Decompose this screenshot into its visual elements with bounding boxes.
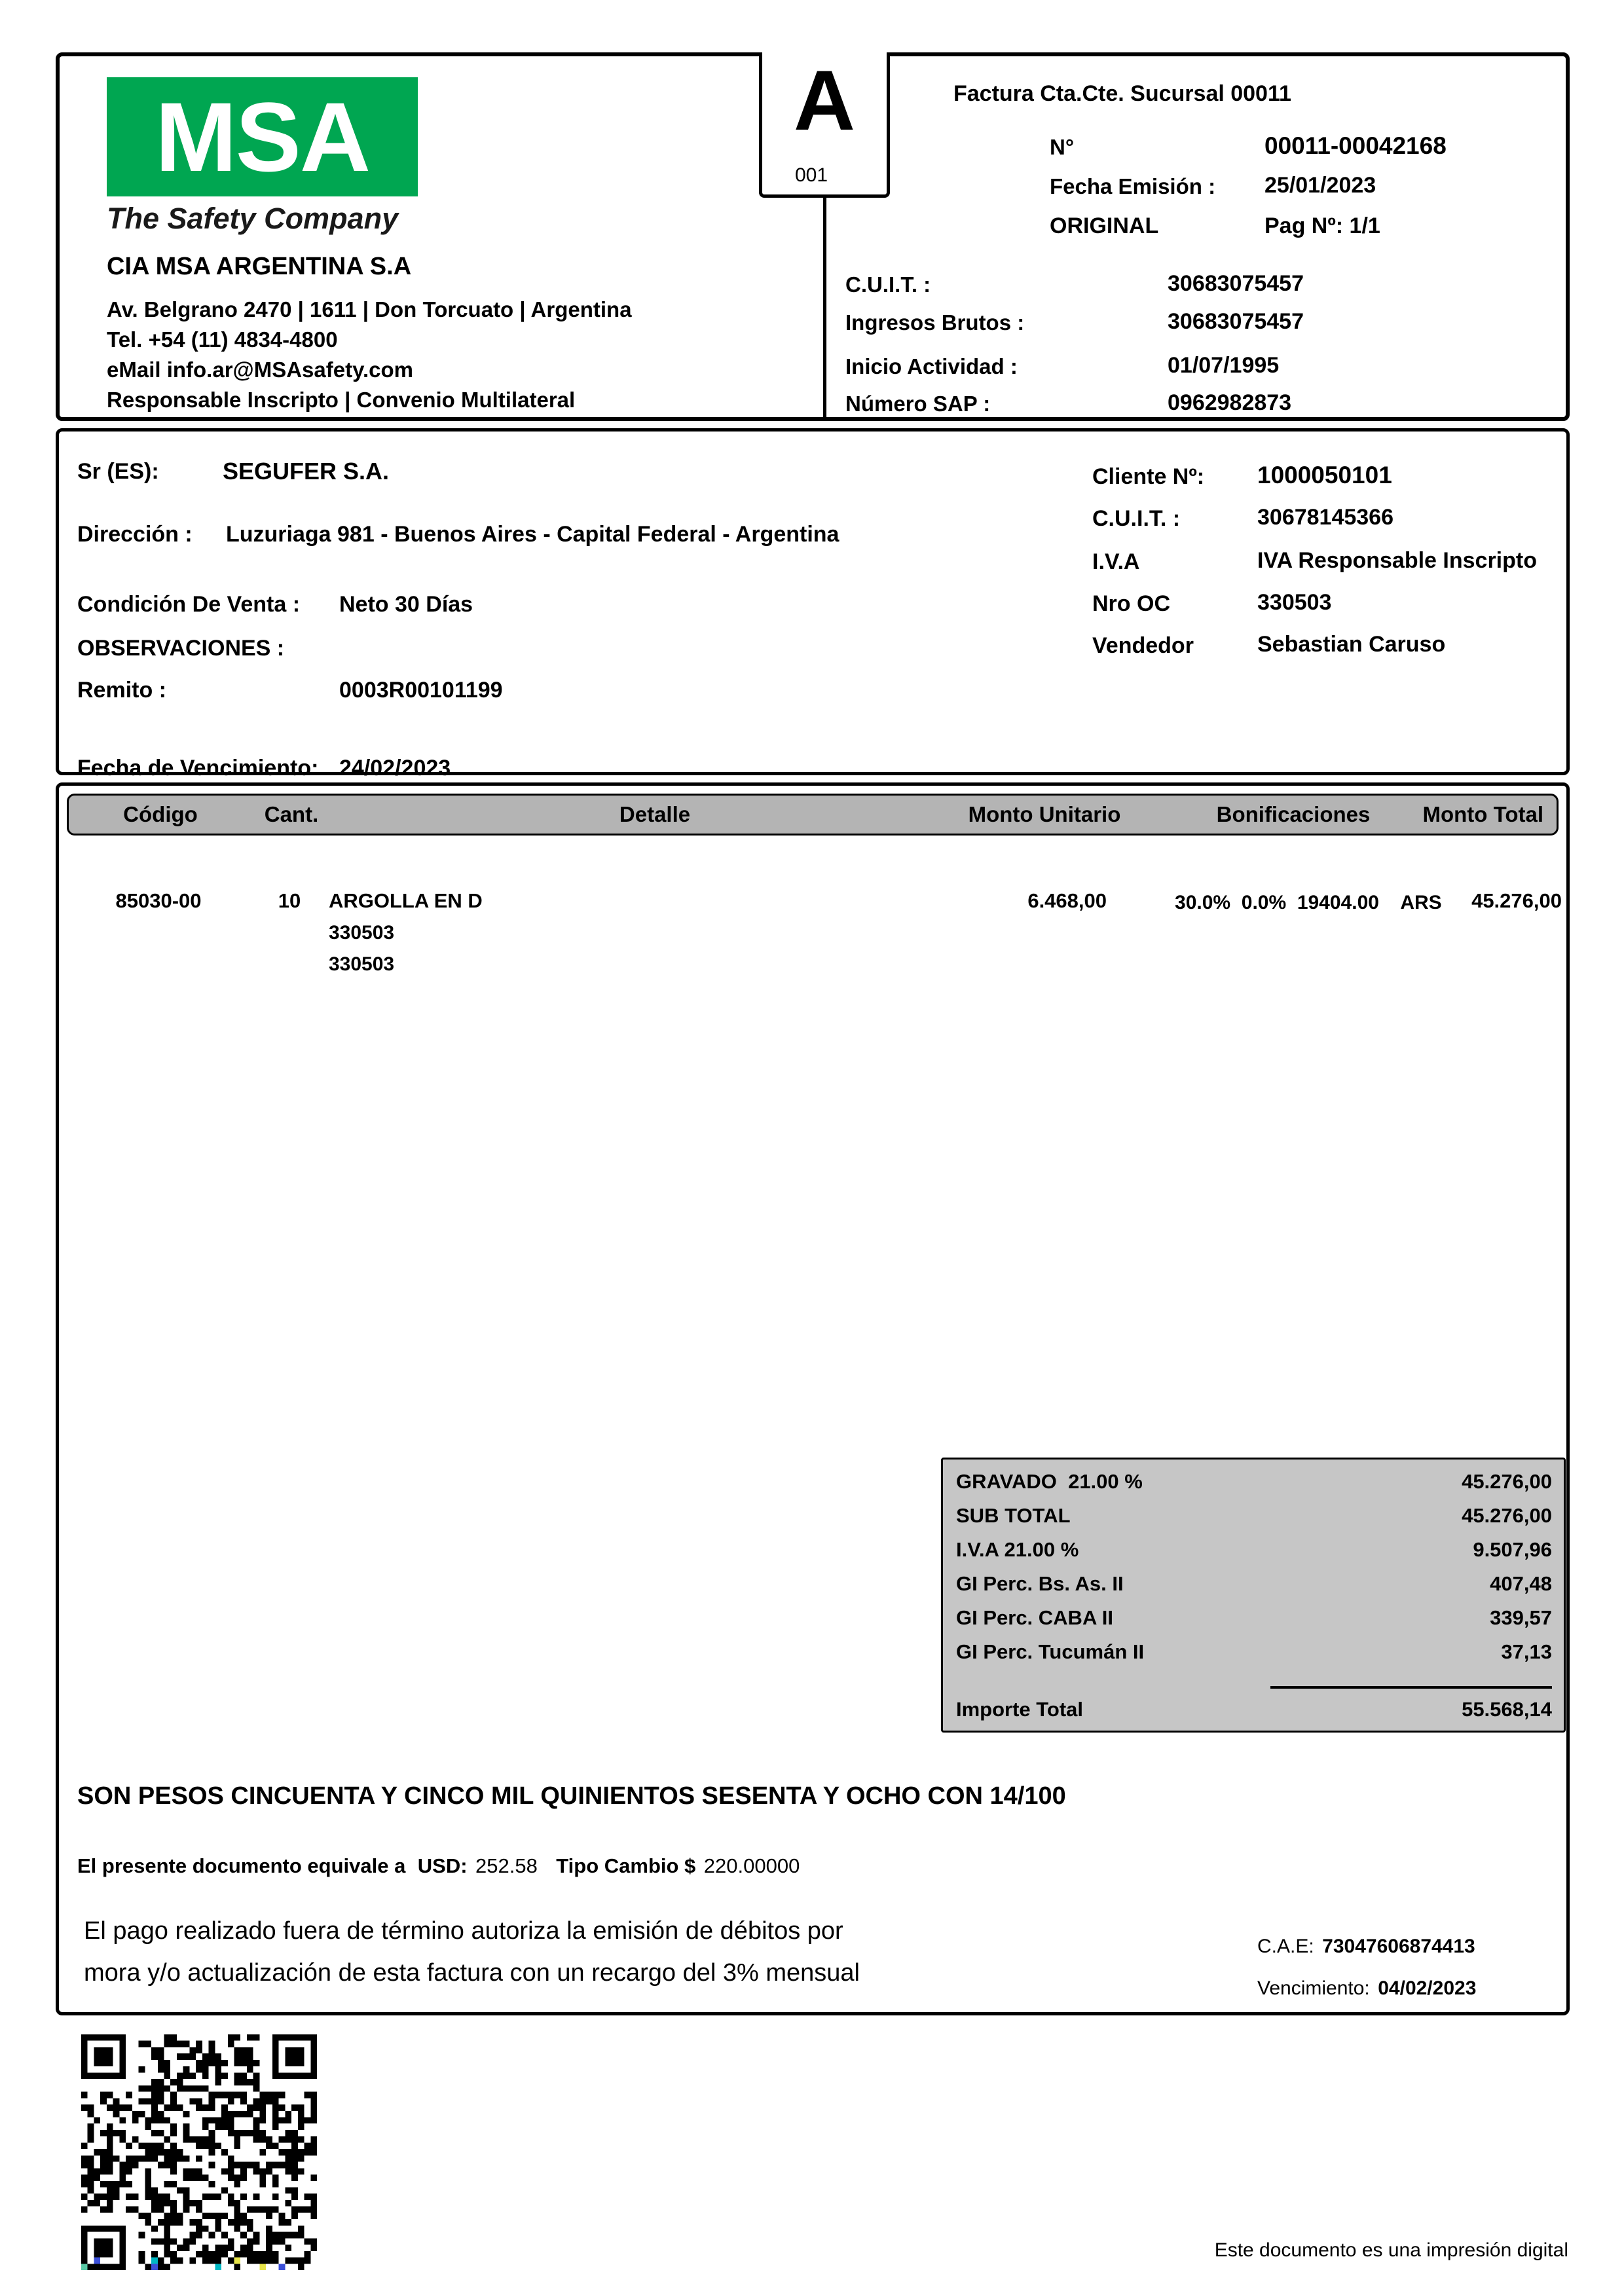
client-number-label: Cliente Nº: [1092, 464, 1205, 489]
usd-equivalence-line [77, 1854, 800, 1878]
cuit-value: 30683075457 [1168, 271, 1304, 296]
total-row-label: GI Perc. Tucumán II [956, 1640, 1145, 1663]
digital-print-note: Este documento es una impresión digital [1214, 2239, 1568, 2261]
total-row-value: 45.276,00 [1462, 1504, 1552, 1527]
company-email: eMail info.ar@MSAsafety.com [107, 358, 414, 382]
client-sr-label: Sr (ES): [77, 459, 159, 484]
inicio-actividad-label: Inicio Actividad : [845, 354, 1018, 378]
msa-logo [107, 77, 418, 196]
total-row-value: 9.507,96 [1473, 1538, 1552, 1561]
cae-label: C.A.E: [1257, 1936, 1314, 1957]
vendedor-value: Sebastian Caruso [1257, 632, 1446, 657]
col-header-monto-unitario: Monto Unitario [968, 802, 1121, 826]
client-box [56, 428, 1570, 780]
remito-label: Remito : [77, 678, 166, 703]
col-header-cant: Cant. [264, 802, 319, 826]
legal-text-line2: mora y/o actualización de esta factura con un recargo del 3% mensual [84, 1959, 860, 1987]
numero-sap-value: 0962982873 [1168, 390, 1292, 415]
usd-value: 252.58 [475, 1854, 538, 1877]
total-row-value: 339,57 [1490, 1606, 1552, 1629]
remito-value: 0003R00101199 [339, 678, 503, 703]
emission-date-label: Fecha Emisión : [1050, 174, 1216, 198]
total-row-label: GI Perc. CABA II [956, 1606, 1114, 1629]
importe-total-value: 55.568,14 [1462, 1698, 1552, 1721]
usd-label: USD: [417, 1854, 468, 1877]
company-tax-status: Responsable Inscripto | Convenio Multilateral [107, 388, 576, 412]
cae-vencimiento-value: 04/02/2023 [1378, 1977, 1477, 1999]
col-header-monto-total: Monto Total [1422, 802, 1543, 826]
client-address-value: Luzuriaga 981 - Buenos Aires - Capital Federal - Argentina [226, 522, 840, 547]
page-number: Pag Nº: 1/1 [1264, 213, 1380, 238]
item-codigo: 85030-00 [115, 889, 202, 912]
col-header-detalle: Detalle [619, 802, 691, 826]
payment-terms-label: Condición De Venta : [77, 592, 301, 617]
cuit-label: C.U.I.T. : [845, 272, 931, 297]
company-name: CIA MSA ARGENTINA S.A [107, 253, 412, 280]
client-oc-label: Nro OC [1092, 591, 1170, 616]
amount-in-words: SON PESOS CINCUENTA Y CINCO MIL QUINIENTOS SESENTA Y OCHO CON 14/100 [77, 1782, 1066, 1810]
legal-text-line1: El pago realizado fuera de término autoriza la emisión de débitos por [84, 1917, 843, 1945]
msa-tagline: The Safety Company [107, 202, 399, 235]
original-label: ORIGINAL [1050, 213, 1159, 238]
cae-line [1257, 1936, 1475, 1958]
cae-vencimiento-label: Vencimiento: [1257, 1977, 1370, 1999]
cae-value: 73047606874413 [1322, 1936, 1475, 1957]
company-phone: Tel. +54 (11) 4834-4800 [107, 327, 338, 352]
invoice-letter: A [794, 52, 855, 148]
ingresos-brutos-value: 30683075457 [1168, 309, 1304, 334]
client-cuit-label: C.U.I.T. : [1092, 506, 1181, 531]
client-name: SEGUFER S.A. [223, 458, 390, 485]
invoice-type-title: Factura Cta.Cte. Sucursal 00011 [953, 81, 1291, 106]
due-date-value: 24/02/2023 [339, 756, 451, 780]
qr-code [81, 2034, 317, 2270]
item-detalle-line2: 330503 [329, 922, 395, 944]
emission-date-value: 25/01/2023 [1264, 173, 1376, 198]
vendedor-label: Vendedor [1092, 633, 1194, 658]
client-iva-value: IVA Responsable Inscripto [1257, 548, 1537, 573]
msa-logo-text: MSA [155, 81, 370, 192]
client-cuit-value: 30678145366 [1257, 505, 1394, 530]
client-oc-value: 330503 [1257, 590, 1332, 615]
numero-sap-label: Número SAP : [845, 392, 991, 416]
tipo-cambio-value: 220.00000 [703, 1854, 800, 1877]
observaciones-label: OBSERVACIONES : [77, 636, 285, 661]
header-vertical-divider [823, 198, 826, 417]
col-header-codigo: Código [123, 802, 198, 826]
header-box [56, 52, 1570, 421]
company-address: Av. Belgrano 2470 | 1611 | Don Torcuato | Argentina [107, 297, 632, 321]
total-row-value: 407,48 [1490, 1572, 1552, 1595]
importe-total-label: Importe Total [956, 1698, 1084, 1721]
invoice-letter-box [759, 52, 890, 198]
inicio-actividad-value: 01/07/1995 [1168, 353, 1280, 378]
item-monto-unitario: 6.468,00 [1027, 889, 1107, 912]
cae-vencimiento-line [1257, 1977, 1476, 2000]
total-row-label: I.V.A 21.00 % [956, 1538, 1079, 1561]
client-iva-label: I.V.A [1092, 549, 1140, 574]
item-detalle-line3: 330503 [329, 953, 395, 975]
invoice-number-label: N° [1050, 135, 1075, 159]
item-detalle: ARGOLLA EN D [329, 889, 483, 912]
item-bonificaciones: 30.0% 0.0% 19404.00 [1175, 892, 1379, 913]
usd-prefix: El presente documento equivale a [77, 1854, 406, 1877]
tipo-cambio-label: Tipo Cambio $ [556, 1854, 696, 1877]
col-header-bonificaciones: Bonificaciones [1216, 802, 1371, 826]
totals-box [941, 1458, 1566, 1733]
due-date-label: Fecha de Vencimiento: [77, 756, 319, 780]
total-row-label: GI Perc. Bs. As. II [956, 1572, 1124, 1595]
total-row-label: SUB TOTAL [956, 1504, 1071, 1527]
client-address-label: Dirección : [77, 522, 193, 547]
totals-separator-line [1270, 1686, 1552, 1689]
item-monto-total: 45.276,00 [1471, 889, 1562, 912]
total-row-label: GRAVADO 21.00 % [956, 1470, 1143, 1493]
item-cantidad: 10 [278, 889, 301, 912]
items-box [56, 782, 1570, 2015]
invoice-letter-code: 001 [794, 164, 828, 186]
item-currency: ARS [1400, 892, 1442, 913]
payment-terms-value: Neto 30 Días [339, 592, 473, 617]
invoice-number-value: 00011-00042168 [1264, 132, 1447, 159]
total-row-value: 45.276,00 [1462, 1470, 1552, 1493]
client-number-value: 1000050101 [1257, 462, 1392, 488]
table-header-row [67, 794, 1559, 835]
total-row-value: 37,13 [1501, 1640, 1552, 1663]
ingresos-brutos-label: Ingresos Brutos : [845, 310, 1025, 335]
